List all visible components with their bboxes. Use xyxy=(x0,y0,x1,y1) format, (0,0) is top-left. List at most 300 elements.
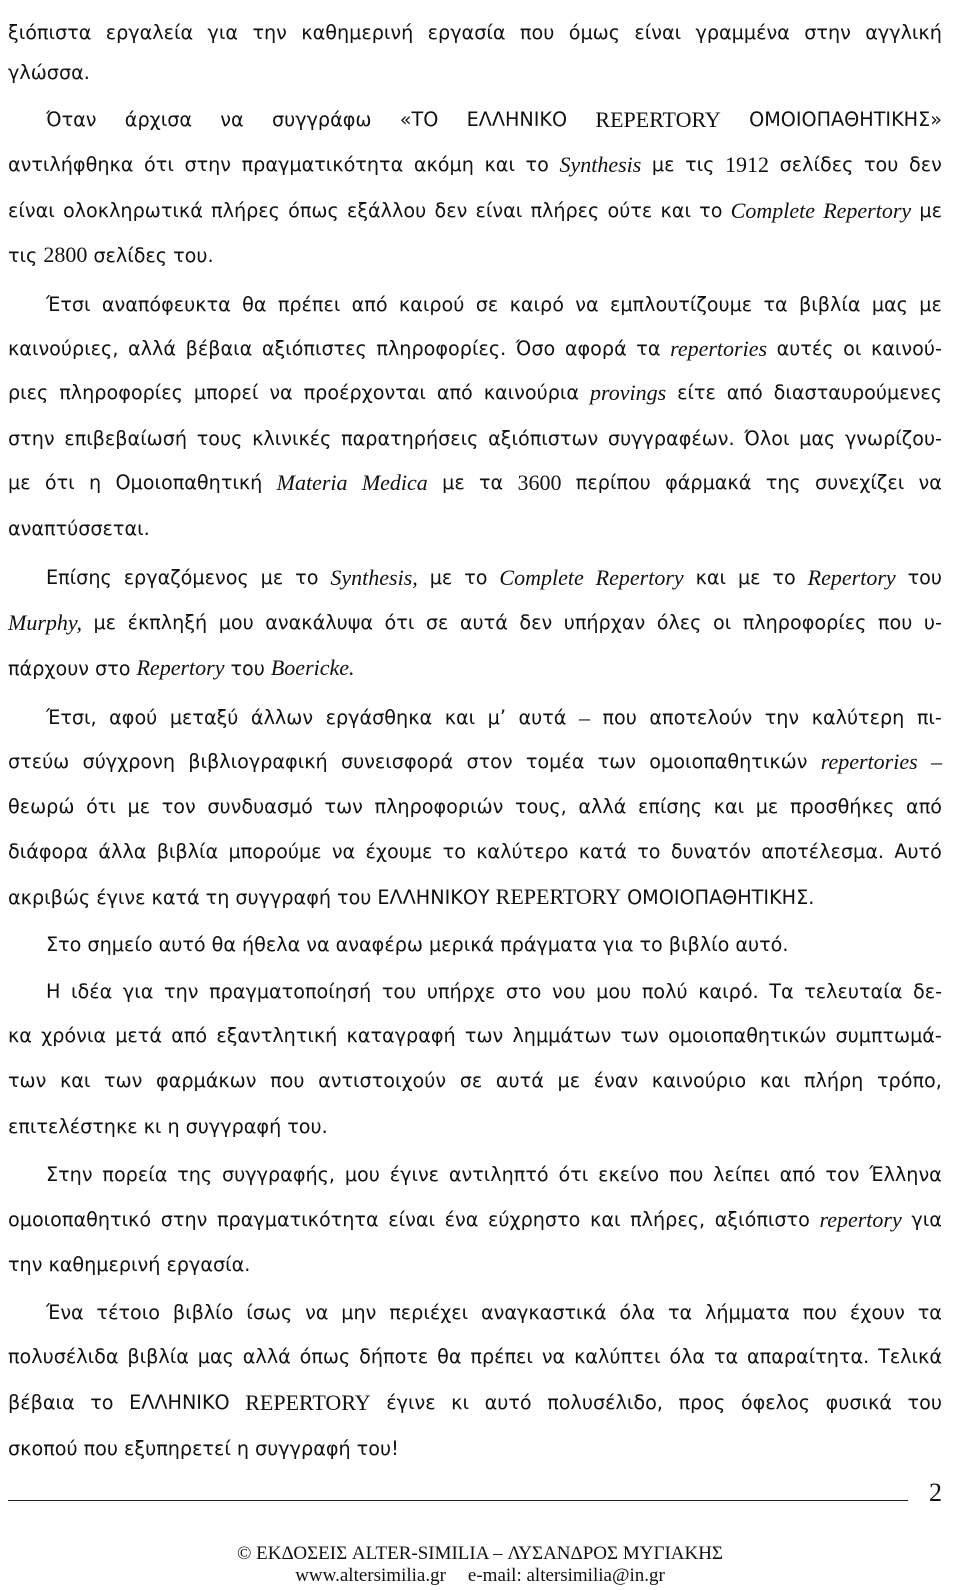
word: σκοπού xyxy=(8,1437,78,1460)
word: καινού- xyxy=(870,337,942,360)
italic-word: repertories xyxy=(670,336,768,361)
word: και xyxy=(59,1069,91,1092)
word: συνδυασμό xyxy=(207,795,313,818)
word: γλώσσα. xyxy=(8,61,90,84)
text-line xyxy=(8,837,942,867)
word: πι- xyxy=(916,706,942,729)
italic-word: Repertory xyxy=(136,655,225,680)
word: σελίδες xyxy=(779,153,854,176)
word: μας xyxy=(871,293,908,316)
word: των xyxy=(8,1069,47,1092)
word: και xyxy=(713,795,745,818)
word: να xyxy=(269,381,293,404)
word: μου xyxy=(218,611,254,634)
word: Έλληνα xyxy=(869,1163,942,1186)
word: καλύτερο xyxy=(476,840,569,863)
word: της xyxy=(765,471,801,494)
word: στην xyxy=(8,427,55,450)
text-line xyxy=(8,608,942,638)
word: να xyxy=(220,108,244,131)
word: καταγραφή xyxy=(346,1024,456,1047)
word: ριες xyxy=(8,381,49,404)
word: η xyxy=(236,1437,250,1460)
word: Όσο xyxy=(515,337,556,360)
word: 1912 xyxy=(725,152,770,177)
word: να xyxy=(575,293,599,316)
word: βιβλία xyxy=(156,840,219,863)
word: βέβαια xyxy=(8,1391,75,1414)
word: πληροφορίες xyxy=(59,381,183,404)
word: αντιλήφθηκα xyxy=(8,153,134,176)
word: ΕΛΛΗΝΙΚΟΥ xyxy=(377,886,490,909)
word: εργάσθηκα xyxy=(325,706,433,729)
word: βιβλία xyxy=(127,1345,189,1368)
word: μου xyxy=(344,1163,380,1186)
word: αντιστοιχούν xyxy=(318,1069,447,1092)
word: από xyxy=(906,795,942,818)
word: είναι xyxy=(388,1208,435,1231)
italic-word: repertory xyxy=(819,1207,902,1232)
word: μεταξύ xyxy=(169,706,239,729)
text-line xyxy=(8,378,942,408)
word: πραγματοποίησή xyxy=(209,980,372,1003)
word: των xyxy=(324,795,363,818)
word: τρόπο, xyxy=(876,1069,942,1092)
word: συνεισφορά xyxy=(340,750,454,773)
text-line xyxy=(8,1112,942,1142)
word: απαραίτητα. xyxy=(747,1345,870,1368)
word: αποτέλεσμα. xyxy=(761,840,885,863)
word: για xyxy=(122,980,154,1003)
italic-word: Materia xyxy=(276,470,348,495)
word: πρέπει xyxy=(277,293,341,316)
word: ομοιοπαθητικό xyxy=(8,1208,152,1231)
word: ομοιοπαθητικών xyxy=(668,1024,827,1047)
text-line xyxy=(46,563,942,593)
word: αλλά xyxy=(578,795,627,818)
word: ότι xyxy=(44,471,75,494)
word: δήποτε xyxy=(359,1345,429,1368)
word: από xyxy=(779,1163,816,1186)
word: Έτσι, xyxy=(46,706,97,729)
word: το xyxy=(90,1391,114,1414)
word: επιβεβαίωσή xyxy=(64,427,188,450)
word: λήμματα xyxy=(704,1301,790,1324)
word: αποτελούν xyxy=(649,706,753,729)
word: που xyxy=(877,611,913,634)
word: καιρό xyxy=(509,293,564,316)
word: στην xyxy=(160,1208,208,1231)
word: να xyxy=(306,933,330,956)
word: εμπλουτίζουμε xyxy=(609,293,753,316)
word: είναι xyxy=(8,199,55,222)
text-line xyxy=(46,1160,942,1190)
word: εξυπηρετεί xyxy=(124,1437,231,1460)
word: την xyxy=(164,980,199,1003)
word: καλύπτει xyxy=(574,1345,661,1368)
word: με xyxy=(442,471,465,494)
word: τα xyxy=(763,293,788,316)
word: θα xyxy=(437,1345,462,1368)
word: ήθελα xyxy=(242,933,301,956)
word: Επίσης xyxy=(46,566,112,589)
word: στο xyxy=(505,980,542,1003)
word: συγγραφή xyxy=(185,1115,282,1138)
word: με xyxy=(260,566,284,589)
word: τη xyxy=(205,886,230,909)
word: ΟΜΟΙΟΠΑΘΗΤΙΚΗΣ. xyxy=(627,886,815,909)
word: τα xyxy=(917,1301,942,1324)
text-line xyxy=(46,1298,942,1328)
word: που xyxy=(270,1069,305,1092)
word: και xyxy=(590,1208,621,1231)
word: βιβλία xyxy=(799,293,861,316)
italic-word: Repertory xyxy=(823,198,912,223)
word: REPERTORY xyxy=(495,884,622,909)
word: όλα xyxy=(669,1345,706,1368)
word: με xyxy=(919,293,942,316)
word: σημείο xyxy=(87,933,153,956)
word: αναπτύσσεται. xyxy=(8,517,150,540)
word: 3600 xyxy=(517,470,562,495)
word: τα xyxy=(636,337,661,360)
word: άρχισα xyxy=(124,108,193,131)
word: αναφέρω xyxy=(335,933,423,956)
word: η xyxy=(88,471,102,494)
text-line xyxy=(8,882,942,912)
word: οι xyxy=(712,611,732,634)
word: άλλων xyxy=(250,706,314,729)
word: που xyxy=(802,1301,838,1324)
word: όμως xyxy=(568,21,620,44)
text-line xyxy=(8,150,942,180)
word: με xyxy=(919,199,942,222)
text-line xyxy=(8,334,942,364)
word: αυτές xyxy=(776,337,834,360)
word: πλήρες xyxy=(211,199,280,222)
word: των xyxy=(464,1024,504,1047)
word: καιρό. xyxy=(698,980,759,1003)
word: αυτά xyxy=(518,706,567,729)
word: να xyxy=(541,1345,566,1368)
word: αυτό xyxy=(484,1391,532,1414)
word: αναγκαστικά xyxy=(481,1301,607,1324)
word: εργασία xyxy=(427,21,506,44)
word: αναπόφευκτα xyxy=(101,293,231,316)
text-line xyxy=(8,1250,942,1280)
word: όλα xyxy=(619,1301,656,1324)
word: μπορούμε xyxy=(228,840,322,863)
word: με xyxy=(429,566,453,589)
text-line xyxy=(46,290,942,320)
word: κα xyxy=(8,1024,32,1047)
word: έγινε xyxy=(96,886,146,909)
word: στο xyxy=(95,657,131,680)
word: προσθήκες xyxy=(789,795,895,818)
word: βέβαια xyxy=(185,337,253,360)
word: υπήρχε xyxy=(426,980,496,1003)
word: καθημερινή xyxy=(301,21,414,44)
word: σε xyxy=(459,1069,483,1092)
word: σε xyxy=(475,293,499,316)
word: το xyxy=(464,566,488,589)
word: να xyxy=(305,1301,329,1324)
word: εκείνο xyxy=(598,1163,660,1186)
word: της xyxy=(177,1163,213,1186)
word: εξάλλου xyxy=(346,199,427,222)
word: ολοκληρωτικά xyxy=(62,199,203,222)
word: μ’ xyxy=(487,706,506,729)
text-line xyxy=(8,240,942,270)
word: αξιόπιστων xyxy=(488,427,599,450)
word: που xyxy=(602,706,637,729)
word: στην xyxy=(804,21,851,44)
word: Η xyxy=(46,980,61,1003)
italic-word: Medica xyxy=(361,470,428,495)
word: σε xyxy=(425,611,449,634)
word: είτε xyxy=(677,381,716,404)
word: συγγραφή xyxy=(235,886,332,909)
word: σελίδες xyxy=(93,244,168,267)
word: έναν xyxy=(593,1069,639,1092)
word: του. xyxy=(287,1115,328,1138)
word: αφορά xyxy=(564,337,627,360)
word: περίπου xyxy=(575,471,651,494)
word: στεύω xyxy=(8,750,70,773)
word: καινούρια xyxy=(483,381,580,404)
word: τις xyxy=(8,244,38,267)
word: ούτε xyxy=(607,199,653,222)
word: πληροφοριών xyxy=(374,795,504,818)
word: εργαλεία xyxy=(105,21,194,44)
text-line xyxy=(8,1342,942,1372)
word: το xyxy=(442,840,466,863)
word: μου xyxy=(596,980,632,1003)
word: διάφορα xyxy=(8,840,89,863)
word: αγγλική xyxy=(865,21,942,44)
word: ότι xyxy=(86,795,116,818)
text-line xyxy=(8,1066,942,1096)
word: από xyxy=(351,293,388,316)
word: θεωρώ xyxy=(8,795,75,818)
text-line xyxy=(8,1205,942,1235)
word: δεν xyxy=(908,153,942,176)
word: κατά xyxy=(578,840,627,863)
word: γραμμένα xyxy=(695,21,790,44)
word: όλες xyxy=(656,611,702,634)
word: από xyxy=(726,381,763,404)
word: εργαζόμενος xyxy=(123,566,249,589)
word: «ΤΟ xyxy=(399,108,439,131)
word: πολύ xyxy=(641,980,688,1003)
word: με xyxy=(8,471,31,494)
word: πορεία xyxy=(102,1163,168,1186)
word: καιρού xyxy=(398,293,465,316)
word: τελευταία xyxy=(804,980,903,1003)
text-line xyxy=(8,468,942,498)
text-line xyxy=(8,1434,942,1464)
word: Ομοιοπαθητική xyxy=(115,471,263,494)
word: του xyxy=(907,1391,942,1414)
italic-word: Repertory xyxy=(595,565,684,590)
word: ακριβώς xyxy=(8,886,91,909)
word: πολυσέλιδα xyxy=(8,1345,119,1368)
footer-website[interactable]: www.altersimilia.gr xyxy=(295,1565,446,1586)
word: και xyxy=(695,566,727,589)
word: γνωρίζου- xyxy=(844,427,942,450)
word: που xyxy=(83,1437,119,1460)
word: δε- xyxy=(912,980,942,1003)
word: άλλα xyxy=(98,840,147,863)
word: που xyxy=(668,1163,704,1186)
word: με xyxy=(127,795,151,818)
text-line xyxy=(8,196,942,226)
word: για xyxy=(602,933,634,956)
word: συγγραφέων. xyxy=(607,427,735,450)
word: συγγράφω xyxy=(271,108,372,131)
footer-contact xyxy=(0,1565,960,1587)
word: μερικά xyxy=(428,933,495,956)
italic-word: Synthesis xyxy=(559,152,642,177)
word: το xyxy=(772,566,796,589)
word: το xyxy=(525,153,549,176)
word: είναι xyxy=(475,199,523,222)
word: αυτά xyxy=(495,1069,544,1092)
word: με xyxy=(651,153,675,176)
word: πράγματα xyxy=(500,933,597,956)
word: πλήρη xyxy=(803,1069,864,1092)
word: το xyxy=(639,933,663,956)
word: Αυτό xyxy=(894,840,942,863)
word: όπως xyxy=(299,1345,351,1368)
word: κι xyxy=(451,1391,469,1414)
word: αντιληπτό xyxy=(448,1163,549,1186)
word: δυνατόν xyxy=(670,840,752,863)
word: στον xyxy=(466,750,513,773)
word: τις xyxy=(685,153,715,176)
footer-divider xyxy=(8,1500,908,1501)
italic-word: provings xyxy=(589,380,667,405)
word: – xyxy=(930,749,942,774)
text-line xyxy=(46,977,942,1007)
word: μην xyxy=(341,1301,377,1324)
word: 2800 xyxy=(43,242,88,267)
word: με xyxy=(557,1069,581,1092)
word: πραγματικότητα xyxy=(217,1208,379,1231)
word: συνεχίζει xyxy=(814,471,905,494)
text-line xyxy=(46,930,942,960)
word: να xyxy=(331,840,356,863)
word: και xyxy=(484,153,515,176)
word: πληροφορίες. xyxy=(376,337,507,360)
word: του xyxy=(907,566,942,589)
page-number: 2 xyxy=(929,1478,942,1507)
word: καλύτερη xyxy=(811,706,905,729)
word: με xyxy=(737,566,761,589)
italic-word: repertories xyxy=(820,749,918,774)
word: πληροφορίες xyxy=(742,611,867,634)
word: υπήρχαν xyxy=(563,611,646,634)
word: αφού xyxy=(109,706,158,729)
text-line xyxy=(46,703,942,733)
word: την xyxy=(252,21,287,44)
word: συμπτωμά- xyxy=(835,1024,942,1047)
word: δεν xyxy=(434,199,468,222)
word: στην xyxy=(184,153,232,176)
word: Όταν xyxy=(46,108,97,131)
word: το xyxy=(637,840,661,863)
word: εύχρηστο xyxy=(488,1208,581,1231)
word: καθημερινή xyxy=(48,1253,161,1276)
word: καινούριο xyxy=(651,1069,747,1092)
italic-word: Complete xyxy=(499,565,584,590)
word: από xyxy=(436,381,473,404)
text-line xyxy=(8,747,942,777)
word: ότι xyxy=(558,1163,589,1186)
word: φαρμάκων xyxy=(156,1069,257,1092)
word: το xyxy=(295,566,319,589)
italic-word: Murphy, xyxy=(8,610,82,635)
word: πρέπει xyxy=(470,1345,533,1368)
word: REPERTORY xyxy=(595,107,721,132)
word: την xyxy=(8,1253,43,1276)
word: μας xyxy=(197,1345,234,1368)
italic-word: Repertory xyxy=(807,565,896,590)
text-line xyxy=(8,58,942,88)
word: αυτά xyxy=(459,611,508,634)
word: βιβλίο xyxy=(172,1301,234,1324)
word: φυσικά xyxy=(825,1391,892,1414)
word: πάρχουν xyxy=(8,657,90,680)
word: των xyxy=(620,1024,659,1047)
word: έχουν xyxy=(849,1301,905,1324)
word: συγγραφή xyxy=(255,1437,351,1460)
word: μας xyxy=(799,427,836,450)
word: λημμάτων xyxy=(512,1024,612,1047)
word: να xyxy=(918,471,942,494)
word: του! xyxy=(356,1437,399,1460)
word: κατά xyxy=(151,886,200,909)
word: τα xyxy=(713,1345,739,1368)
word: έγινε xyxy=(389,1163,440,1186)
word: πολυσέλιδο, xyxy=(547,1391,663,1414)
word: τα xyxy=(479,471,504,494)
word: και xyxy=(660,199,691,222)
word: από xyxy=(171,1024,208,1047)
word: πλήρες, xyxy=(630,1208,706,1231)
word: – xyxy=(578,705,590,730)
word: του xyxy=(230,657,265,680)
word: που xyxy=(519,21,555,44)
text-line xyxy=(8,424,942,454)
word: αλλά xyxy=(242,1345,291,1368)
word: αλλά xyxy=(128,337,177,360)
word: αυτό xyxy=(158,933,206,956)
word: προς xyxy=(678,1391,726,1414)
word: του. xyxy=(173,244,214,267)
word: των xyxy=(104,1069,143,1092)
word: διασταυρούμενες xyxy=(773,381,942,404)
word: ομοιοπαθητικών xyxy=(649,750,808,773)
word: η xyxy=(167,1115,180,1138)
italic-word: Boericke. xyxy=(270,655,355,680)
word: δεν xyxy=(519,611,553,634)
footer-email[interactable]: e-mail: altersimilia@in.gr xyxy=(467,1565,665,1586)
word: Τα xyxy=(769,980,794,1003)
word: σύγχρονη xyxy=(82,750,176,773)
word: Όλοι xyxy=(744,427,790,450)
word: και xyxy=(444,706,476,729)
